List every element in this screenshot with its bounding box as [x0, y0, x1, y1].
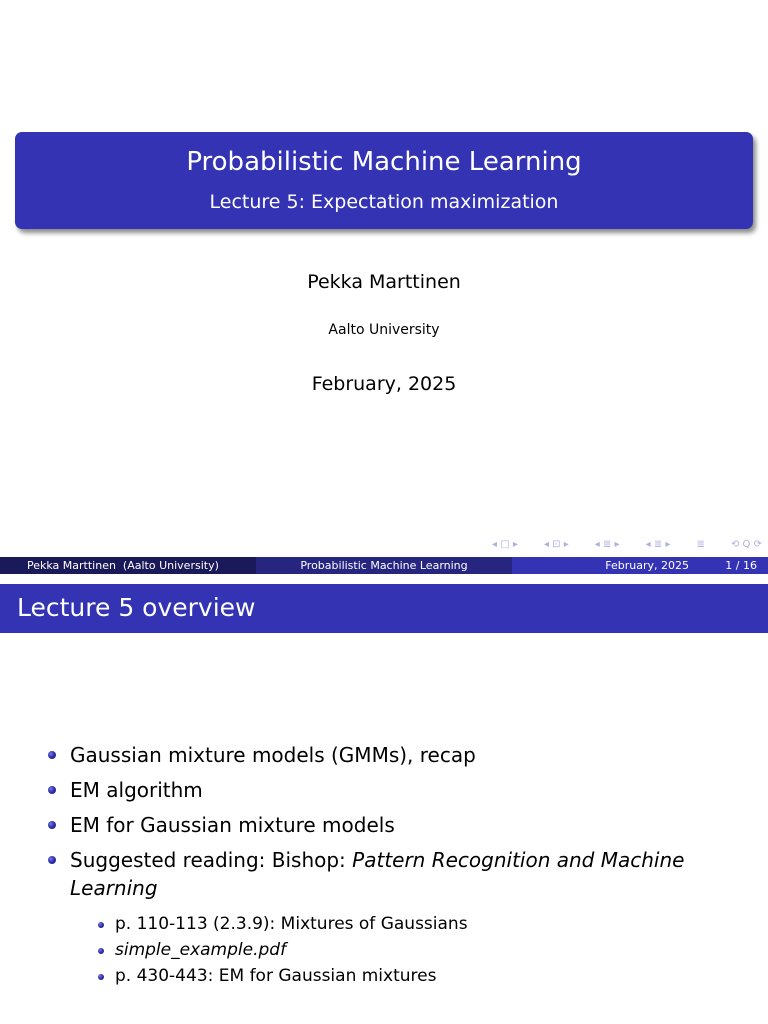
- bullet-icon: [48, 786, 56, 794]
- footer-page-number: 1 / 16: [725, 559, 757, 572]
- list-item: EM algorithm: [70, 778, 203, 802]
- author-name: Pekka Marttinen: [307, 271, 461, 293]
- nav-search-icon[interactable]: ⟲ Q ⟳: [730, 539, 762, 550]
- nav-section-icon[interactable]: ◂ ≣ ▸: [594, 539, 620, 550]
- institute-name: Aalto University: [328, 322, 440, 338]
- beamer-navigation: [492, 538, 762, 552]
- bullet-icon: [98, 974, 104, 980]
- nav-frame-icon[interactable]: ◂ □ ▸: [492, 539, 518, 550]
- footer-title: Probabilistic Machine Learning: [256, 557, 512, 574]
- list-item: Gaussian mixture models (GMMs), recap: [70, 743, 476, 767]
- title-block: [15, 132, 753, 229]
- sub-list-item: simple_example.pdf: [115, 940, 287, 960]
- nav-document-icon[interactable]: ≣: [696, 539, 705, 550]
- presentation-subtitle: Lecture 5: Expectation maximization: [209, 191, 559, 213]
- footer-author: Pekka Marttinen (Aalto University): [0, 557, 256, 574]
- bullet-icon: [48, 856, 56, 864]
- reading-book-title: Pattern Recognition and Machine Learning: [70, 848, 685, 900]
- list-item-reading: [70, 846, 710, 902]
- footer-date: February, 2025: [605, 559, 689, 572]
- bullet-icon: [48, 751, 56, 759]
- footer-right: [512, 557, 768, 574]
- footer-bar: [0, 557, 768, 574]
- nav-subsection-icon[interactable]: ◂ ⊡ ▸: [543, 539, 569, 550]
- list-item: EM for Gaussian mixture models: [70, 813, 395, 837]
- bullet-icon: [98, 948, 104, 954]
- reading-prefix: Suggested reading: Bishop:: [70, 848, 353, 872]
- frame-title-bar: [0, 584, 768, 633]
- sub-list-item: p. 110-113 (2.3.9): Mixtures of Gaussians: [115, 914, 468, 934]
- sub-list-item: p. 430-443: EM for Gaussian mixtures: [115, 966, 437, 986]
- bullet-icon: [98, 922, 104, 928]
- presentation-date: February, 2025: [311, 373, 457, 395]
- nav-subsection-list-icon[interactable]: ◂ ≣ ▸: [645, 539, 671, 550]
- frame-title: Lecture 5 overview: [17, 593, 256, 622]
- presentation-title: Probabilistic Machine Learning: [186, 147, 582, 177]
- bullet-icon: [48, 821, 56, 829]
